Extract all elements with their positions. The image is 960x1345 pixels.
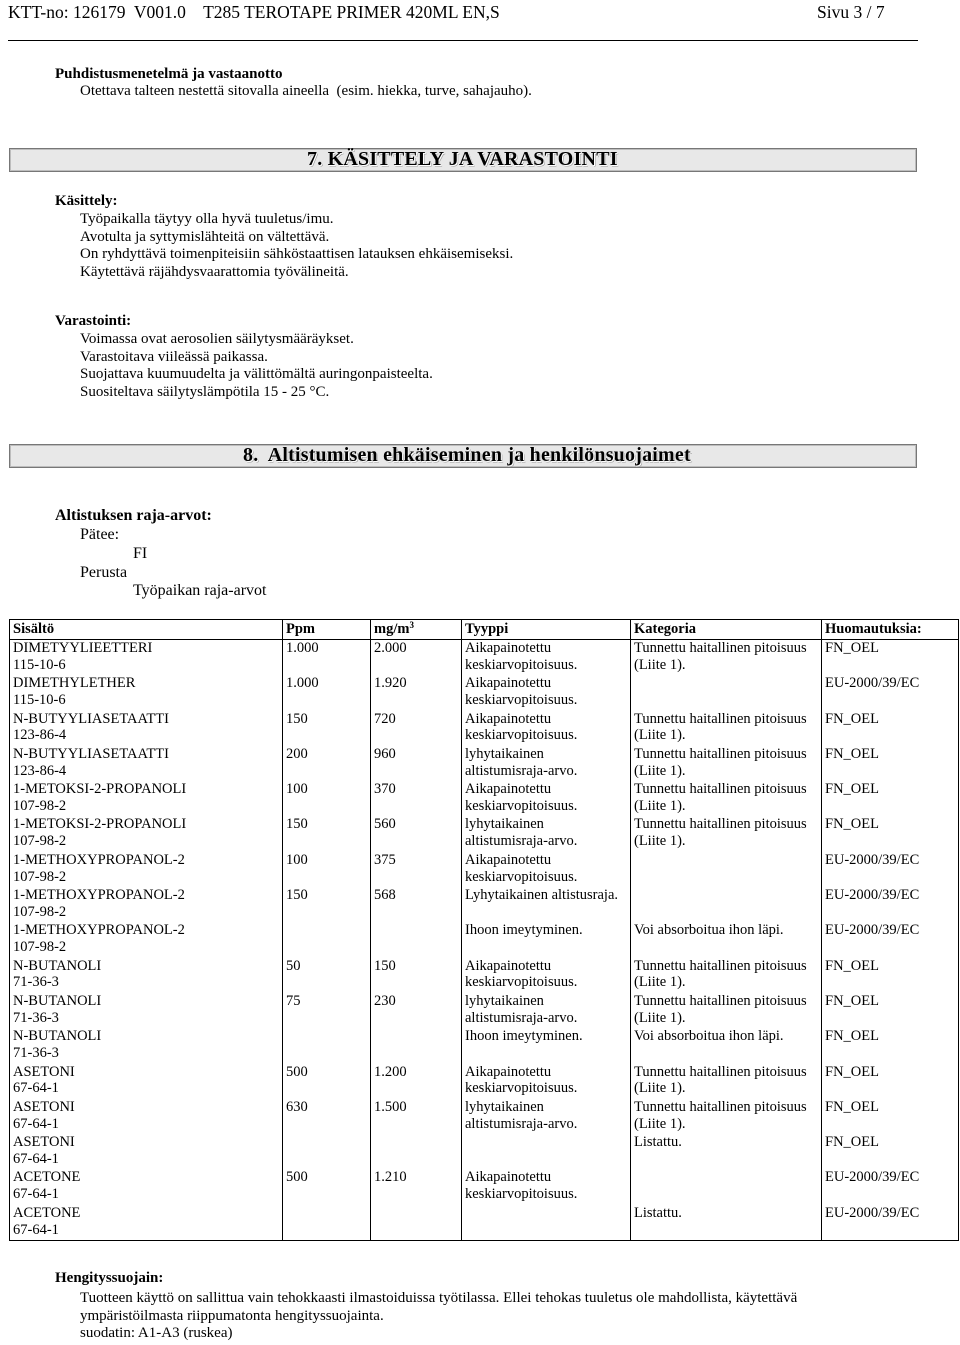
cell-remarks: FN_OEL — [822, 746, 959, 781]
col-mgm3: $mg/m^3$ — [371, 620, 462, 640]
section-8-title: 8. Altistumisen ehkäiseminen ja henkilönsuojaimet — [243, 444, 691, 466]
table-row — [10, 1134, 959, 1169]
cell-ppm: 100 — [283, 781, 371, 816]
table-row — [10, 1028, 959, 1063]
cell-mgm3: 1.500 — [371, 1099, 462, 1134]
cell-content: N-BUTYYLIASETAATTI 123-86-4 — [10, 746, 283, 781]
cell-type — [462, 1205, 631, 1241]
cell-mgm3: 720 — [371, 711, 462, 746]
table-row — [10, 781, 959, 816]
cell-category: Tunnettu haitallinen pitoisuus (Liite 1). — [631, 746, 822, 781]
cell-content: 1-METHOXYPROPANOL-2 107-98-2 — [10, 852, 283, 887]
cell-category: Listattu. — [631, 1134, 822, 1169]
table-row — [10, 640, 959, 676]
cell-ppm: 1.000 — [283, 675, 371, 710]
cell-type: Ihoon imeytyminen. — [462, 1028, 631, 1063]
cell-mgm3: 960 — [371, 746, 462, 781]
cell-type: Ihoon imeytyminen. — [462, 922, 631, 957]
cell-mgm3: 150 — [371, 958, 462, 993]
cell-category: Tunnettu haitallinen pitoisuus (Liite 1). — [631, 993, 822, 1028]
cell-category: Tunnettu haitallinen pitoisuus (Liite 1). — [631, 958, 822, 993]
cell-type: Aikapainotettu keskiarvopitoisuus. — [462, 958, 631, 993]
cell-category: Voi absorboitua ihon läpi. — [631, 922, 822, 957]
cell-content: ASETONI 67-64-1 — [10, 1099, 283, 1134]
cell-type: Lyhytaikainen altistusraja. — [462, 887, 631, 922]
cell-type: lyhytaikainen altistumisraja-arvo. — [462, 1099, 631, 1134]
header-divider — [8, 40, 918, 41]
table-row — [10, 852, 959, 887]
cell-ppm: 75 — [283, 993, 371, 1028]
cell-ppm: 630 — [283, 1099, 371, 1134]
cell-category: Tunnettu haitallinen pitoisuus (Liite 1). — [631, 640, 822, 676]
cell-category — [631, 852, 822, 887]
cell-mgm3 — [371, 1205, 462, 1241]
cell-mgm3: 1.200 — [371, 1064, 462, 1099]
cell-category: Voi absorboitua ihon läpi. — [631, 1028, 822, 1063]
respiratory-line: suodatin: A1-A3 (ruskea) — [80, 1325, 233, 1342]
cell-mgm3: 560 — [371, 816, 462, 851]
cell-content: ACETONE 67-64-1 — [10, 1205, 283, 1241]
cell-content: N-BUTANOLI 71-36-3 — [10, 958, 283, 993]
basis-label: Perusta — [80, 564, 128, 581]
cell-ppm: 1.000 — [283, 640, 371, 676]
cell-mgm3 — [371, 1134, 462, 1169]
storage-list — [80, 331, 433, 401]
cell-type — [462, 1134, 631, 1169]
table-row — [10, 993, 959, 1028]
storage-heading: Varastointi: — [55, 313, 132, 329]
cell-type: Aikapainotettu keskiarvopitoisuus. — [462, 711, 631, 746]
basis-value: Työpaikan raja-arvot — [133, 582, 267, 599]
cell-type: Aikapainotettu keskiarvopitoisuus. — [462, 675, 631, 710]
cell-mgm3 — [371, 922, 462, 957]
table-row — [10, 887, 959, 922]
cell-ppm — [283, 1028, 371, 1063]
table-row — [10, 675, 959, 710]
col-content: Sisältö — [10, 620, 283, 640]
handling-line: Käytettävä räjähdysvaarattomia työvälineitä. — [80, 263, 349, 280]
cell-category: Tunnettu haitallinen pitoisuus (Liite 1). — [631, 1064, 822, 1099]
cell-remarks: EU-2000/39/EC — [822, 922, 959, 957]
cell-category: Tunnettu haitallinen pitoisuus (Liite 1). — [631, 781, 822, 816]
col-ppm: Ppm — [283, 620, 371, 640]
cell-ppm: 100 — [283, 852, 371, 887]
cell-mgm3: 230 — [371, 993, 462, 1028]
limits-heading: Altistuksen raja-arvot: — [55, 507, 212, 524]
cell-remarks: FN_OEL — [822, 1099, 959, 1134]
cell-ppm: 500 — [283, 1169, 371, 1204]
cell-mgm3: 568 — [371, 887, 462, 922]
storage-line: Suositeltava säilytyslämpötila 15 - 25 °C. — [80, 383, 330, 400]
cell-category: Tunnettu haitallinen pitoisuus (Liite 1). — [631, 1099, 822, 1134]
cell-content: DIMETYYLIEETTERI 115-10-6 — [10, 640, 283, 676]
cell-ppm: 150 — [283, 816, 371, 851]
cell-ppm — [283, 922, 371, 957]
cell-remarks: EU-2000/39/EC — [822, 1205, 959, 1241]
handling-list — [80, 211, 513, 281]
storage-line: Varastoitava viileässä paikassa. — [80, 348, 268, 365]
cell-type: Aikapainotettu keskiarvopitoisuus. — [462, 852, 631, 887]
cell-content: 1-METOKSI-2-PROPANOLI 107-98-2 — [10, 816, 283, 851]
cell-ppm: 500 — [283, 1064, 371, 1099]
cell-content: N-BUTANOLI 71-36-3 — [10, 993, 283, 1028]
cell-type: Aikapainotettu keskiarvopitoisuus. — [462, 1169, 631, 1204]
cell-mgm3: 1.920 — [371, 675, 462, 710]
cell-type: lyhytaikainen altistumisraja-arvo. — [462, 993, 631, 1028]
cleanup-heading: Puhdistusmenetelmä ja vastaanotto — [55, 66, 283, 82]
cell-remarks: EU-2000/39/EC — [822, 675, 959, 710]
respiratory-heading: Hengityssuojain: — [55, 1270, 164, 1286]
cell-ppm — [283, 1134, 371, 1169]
table-row — [10, 922, 959, 957]
cell-category: Listattu. — [631, 1205, 822, 1241]
cell-remarks: FN_OEL — [822, 1064, 959, 1099]
cell-category — [631, 887, 822, 922]
cell-content: ACETONE 67-64-1 — [10, 1169, 283, 1204]
table-header-row — [10, 620, 959, 640]
handling-line: On ryhdyttävä toimenpiteisiin sähköstaattisen latauksen ehkäisemiseksi. — [80, 246, 514, 263]
cell-content: N-BUTANOLI 71-36-3 — [10, 1028, 283, 1063]
table-row — [10, 1064, 959, 1099]
respiratory-line: ympäristöilmasta riippumatonta hengityssuojainta. — [80, 1307, 384, 1324]
storage-line: Suojattava kuumuudelta ja välittömältä auringonpaisteelta. — [80, 366, 433, 383]
table-row — [10, 816, 959, 851]
cell-content: DIMETHYLETHER 115-10-6 — [10, 675, 283, 710]
cell-remarks: FN_OEL — [822, 993, 959, 1028]
cell-type: Aikapainotettu keskiarvopitoisuus. — [462, 781, 631, 816]
cell-remarks: FN_OEL — [822, 816, 959, 851]
cell-ppm: 150 — [283, 887, 371, 922]
cell-remarks: FN_OEL — [822, 711, 959, 746]
table-row — [10, 958, 959, 993]
cell-category: Tunnettu haitallinen pitoisuus (Liite 1). — [631, 711, 822, 746]
cell-remarks: FN_OEL — [822, 958, 959, 993]
applies-label: Pätee: — [80, 526, 120, 543]
table-row — [10, 746, 959, 781]
cell-ppm: 200 — [283, 746, 371, 781]
handling-line: Työpaikalla täytyy olla hyvä tuuletus/imu. — [80, 211, 334, 227]
table-row — [10, 1169, 959, 1204]
cell-mgm3: 1.210 — [371, 1169, 462, 1204]
cell-remarks: EU-2000/39/EC — [822, 1169, 959, 1204]
cell-category — [631, 1169, 822, 1204]
handling-line: Avotulta ja syttymislähteitä on vältettävä. — [80, 228, 330, 245]
mgm3-superscript: 3 — [409, 620, 414, 630]
col-remarks: Huomautuksia: — [822, 620, 959, 640]
cell-content: 1-METOKSI-2-PROPANOLI 107-98-2 — [10, 781, 283, 816]
table-body — [10, 640, 959, 1241]
cell-ppm: 50 — [283, 958, 371, 993]
cell-ppm — [283, 1205, 371, 1241]
cell-type: Aikapainotettu keskiarvopitoisuus. — [462, 640, 631, 676]
cell-content: 1-METHOXYPROPANOL-2 107-98-2 — [10, 922, 283, 957]
storage-line: Voimassa ovat aerosolien säilytysmääräykset. — [80, 331, 354, 347]
cell-remarks: FN_OEL — [822, 1134, 959, 1169]
cell-content: N-BUTYYLIASETAATTI 123-86-4 — [10, 711, 283, 746]
respiratory-text — [80, 1290, 797, 1343]
cleanup-text: Otettava talteen nestettä sitovalla aineella (esim. hiekka, turve, sahajauho). — [80, 83, 532, 99]
cell-mgm3: 2.000 — [371, 640, 462, 676]
handling-heading: Käsittely: — [55, 193, 118, 209]
section-7-title: 7. KÄSITTELY JA VARASTOINTI — [307, 148, 618, 170]
exposure-limits-table — [9, 619, 959, 1241]
cell-remarks: EU-2000/39/EC — [822, 852, 959, 887]
cell-type: lyhytaikainen altistumisraja-arvo. — [462, 746, 631, 781]
cell-remarks: FN_OEL — [822, 640, 959, 676]
cell-content: ASETONI 67-64-1 — [10, 1064, 283, 1099]
cell-content: 1-METHOXYPROPANOL-2 107-98-2 — [10, 887, 283, 922]
cell-mgm3: 375 — [371, 852, 462, 887]
table-row — [10, 711, 959, 746]
cell-mgm3: 370 — [371, 781, 462, 816]
cell-type: Aikapainotettu keskiarvopitoisuus. — [462, 1064, 631, 1099]
col-category: Kategoria — [631, 620, 822, 640]
cell-remarks: FN_OEL — [822, 781, 959, 816]
cell-category — [631, 675, 822, 710]
document-id-header: KTT-no: 126179 V001.0 T285 TEROTAPE PRIMER 420ML EN,S — [8, 2, 500, 22]
col-type: Tyyppi — [462, 620, 631, 640]
applies-value: FI — [133, 545, 148, 562]
cell-mgm3 — [371, 1028, 462, 1063]
respiratory-line: Tuotteen käyttö on sallittua vain tehokkaasti ilmastoiduissa työtilassa. Ellei tehokas tuuletus ole mahdollista, käytettävä — [80, 1290, 798, 1306]
cell-ppm: 150 — [283, 711, 371, 746]
cell-content: ASETONI 67-64-1 — [10, 1134, 283, 1169]
cell-remarks: FN_OEL — [822, 1028, 959, 1063]
cell-type: lyhytaikainen altistumisraja-arvo. — [462, 816, 631, 851]
table-row — [10, 1099, 959, 1134]
table-row — [10, 1205, 959, 1241]
page-number: Sivu 3 / 7 — [817, 2, 885, 22]
cell-category: Tunnettu haitallinen pitoisuus (Liite 1). — [631, 816, 822, 851]
cell-remarks: EU-2000/39/EC — [822, 887, 959, 922]
